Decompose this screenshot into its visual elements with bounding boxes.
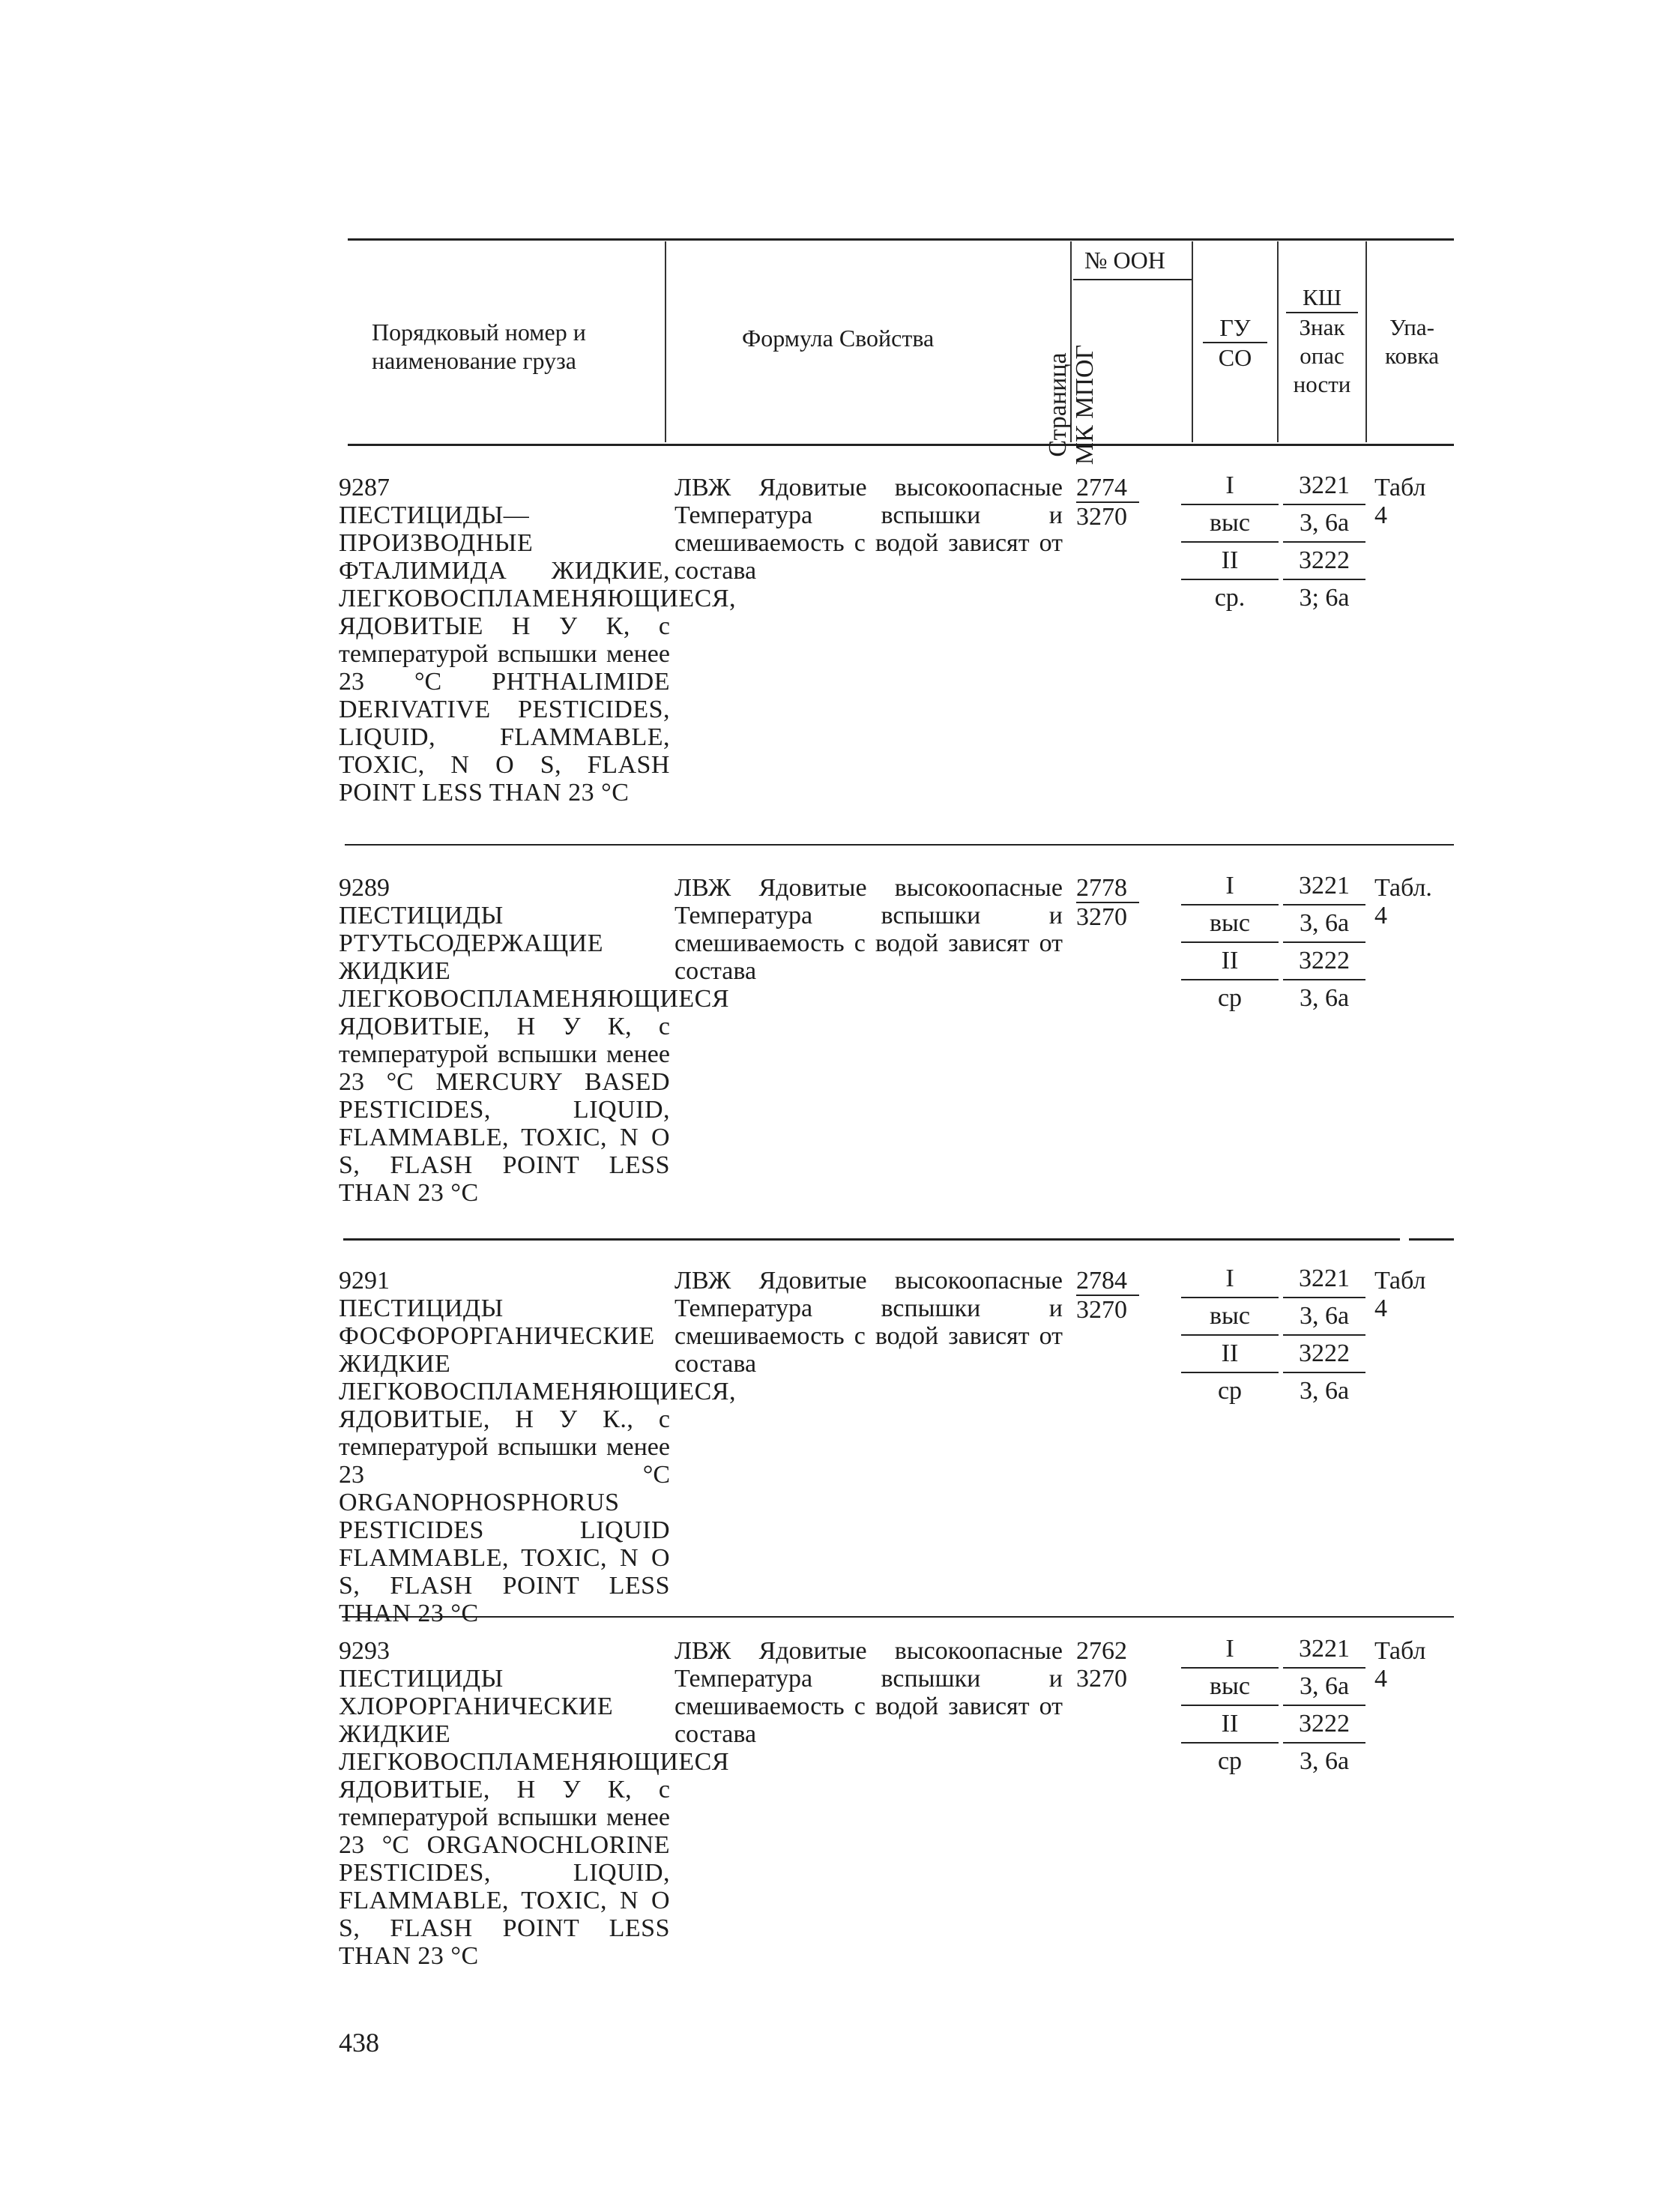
gu-1: I [1181,868,1279,905]
ksh-1: 3221 [1283,868,1365,905]
un-number: 2762 [1076,1637,1127,1665]
header-col-gu: ГУ СО [1203,313,1267,372]
header-col-name: Порядковый номер и наименование груза [372,319,586,374]
so-1: выс [1181,505,1279,543]
ksh-sign-cell [1283,1631,1365,1779]
un-code-cell [1076,1637,1144,1693]
header-divider-1 [665,241,666,442]
so-1: выс [1181,1669,1279,1706]
sign-1: 3, 6а [1283,1298,1365,1336]
so-2: ср. [1214,584,1246,612]
page-number-ref: 3270 [1076,1296,1127,1324]
cargo-name-en: MERCURY BASED PESTICIDES, LIQUID, FLAMMABLE, TOXIC, N O S, FLASH POINT LESS THAN 23 °C [339,1068,671,1207]
un-number: 2784 [1076,1267,1139,1296]
packaging-cell: Табл 4 [1374,1637,1426,1693]
cargo-properties: ЛВЖ Ядовитые высокоопасные Температура вспышки и смешиваемость с водой зависят от состава [674,874,1063,985]
cargo-condition: с температурой вспышки менее 23 °С [339,1405,670,1489]
ksh-sign-cell [1283,868,1365,1016]
so-1: выс [1181,1298,1279,1336]
header-divider-3 [1192,241,1193,442]
cargo-properties: ЛВЖ Ядовитые высокоопасные Температура вспышки и смешиваемость с водой зависят от состава [674,1637,1063,1748]
gu-2: II [1181,1706,1279,1744]
packaging-cell: Табл. 4 [1374,874,1432,929]
so-2: ср [1217,984,1243,1012]
un-number: 2778 [1076,874,1139,903]
cargo-name-ru: ПЕСТИЦИДЫ ХЛОРОРГАНИЧЕСКИЕ ЖИДКИЕ ЛЕГКОВОСПЛАМЕНЯЮЩИЕСЯ ЯДОВИТЫЕ, Н У К, [339,1665,730,1803]
ksh-2: 3222 [1283,1706,1365,1744]
gu-2: II [1181,1336,1279,1373]
cargo-number: 9293 [339,1637,390,1665]
cargo-condition: с температурой вспышки менее 23 °С [339,1776,670,1859]
sign-2: 3, 6а [1299,1747,1350,1775]
sign-2: 3, 6а [1299,984,1350,1012]
page-number-ref: 3270 [1076,503,1127,531]
gu-so-cell [1181,1261,1279,1409]
header-divider-4 [1277,241,1279,442]
ksh-1: 3221 [1283,1631,1365,1669]
header-col-un: № ООН [1084,247,1165,274]
cargo-condition: с температурой вспышки менее 23 °С [339,1013,670,1096]
so-2: ср [1217,1747,1243,1775]
packaging-cell: Табл 4 [1374,474,1426,529]
sign-1: 3, 6а [1283,1669,1365,1706]
ksh-2: 3222 [1283,943,1365,980]
row-separator-2b [1409,1238,1454,1241]
gu-so-cell [1181,468,1279,616]
gu-so-cell [1181,868,1279,1016]
un-number: 2774 [1076,474,1139,503]
cargo-name-cell [339,874,730,1207]
header-bottom-rule [348,444,1454,446]
cargo-name-cell [339,1267,737,1627]
cargo-name-en: ORGANOPHOSPHORUS PESTICIDES LIQUID FLAMMABLE, TOXIC, N O S, FLASH POINT LESS THAN 23 °C [339,1489,670,1627]
row-separator-2 [343,1238,1400,1241]
ksh-1: 3221 [1283,468,1365,505]
cargo-name-cell [339,474,737,807]
ksh-1: 3221 [1283,1261,1365,1298]
gu-1: I [1181,468,1279,505]
header-col-ksh: КШ Знак опас ности [1286,283,1358,399]
row-separator-1 [345,844,1454,846]
ksh-2: 3222 [1283,1336,1365,1373]
ksh-sign-cell [1283,1261,1365,1409]
sign-1: 3, 6а [1283,505,1365,543]
cargo-properties: ЛВЖ Ядовитые высокоопасные Температура вспышки и смешиваемость с водой зависят от состава [674,474,1063,585]
ksh-2: 3222 [1283,543,1365,580]
cargo-number: 9291 [339,1267,390,1295]
cargo-number: 9289 [339,874,390,902]
cargo-properties: ЛВЖ Ядовитые высокоопасные Температура вспышки и смешиваемость с водой зависят от состава [674,1267,1063,1378]
ksh-sign-cell [1283,468,1365,616]
so-2: ср [1217,1377,1243,1405]
packaging-cell: Табл 4 [1374,1267,1426,1322]
header-divider-5 [1365,241,1367,442]
header-top-rule [348,238,1454,241]
gu-so-cell [1181,1631,1279,1779]
header-col-pack: Упа- ковка [1385,314,1439,369]
sign-2: 3, 6а [1299,1377,1350,1405]
gu-1: I [1181,1631,1279,1669]
un-code-cell [1076,874,1144,931]
page-number-ref: 3270 [1076,1665,1127,1693]
cargo-name-en: ORGANOCHLORINE PESTICIDES, LIQUID, FLAMMABLE, TOXIC, N O S, FLASH POINT LESS THAN 23 °C [339,1831,670,1970]
cargo-name-ru: ПЕСТИЦИДЫ—ПРОИЗВОДНЫЕ ФТАЛИМИДА ЖИДКИЕ, ЛЕГКОВОСПЛАМЕНЯЮЩИЕСЯ, ЯДОВИТЫЕ Н У К, [339,501,737,640]
cargo-name-ru: ПЕСТИЦИДЫ ФОСФОРОРГАНИЧЕСКИЕ ЖИДКИЕ ЛЕГКОВОСПЛАМЕНЯЮЩИЕСЯ, ЯДОВИТЫЕ, Н У К., [339,1295,737,1433]
gu-2: II [1181,943,1279,980]
cargo-name-cell [339,1637,730,1970]
cargo-condition: с температурой вспышки менее 23 °С [339,612,670,696]
gu-1: I [1181,1261,1279,1298]
cargo-name-en: PHTHALIMIDE DERIVATIVE PESTICIDES, LIQUID, FLAMMABLE, TOXIC, N O S, FLASH POINT LESS THAN 23 °C [339,668,670,807]
gu-2: II [1181,543,1279,580]
header-col-formula: Формула Свойства [742,325,935,352]
page-number-ref: 3270 [1076,903,1127,931]
cargo-number: 9287 [339,474,390,501]
header-col-page: Страница МК МПОГ [1044,344,1099,465]
so-1: выс [1181,905,1279,943]
page-number: 438 [339,2028,379,2058]
sign-2: 3; 6а [1299,584,1350,612]
sign-1: 3, 6а [1283,905,1365,943]
cargo-name-ru: ПЕСТИЦИДЫ РТУТЬСОДЕРЖАЩИЕ ЖИДКИЕ ЛЕГКОВОСПЛАМЕНЯЮЩИЕСЯ ЯДОВИТЫЕ, Н У К, [339,902,730,1040]
un-code-cell [1076,1267,1144,1324]
un-code-cell [1076,474,1144,531]
un-group-rule [1073,279,1193,280]
